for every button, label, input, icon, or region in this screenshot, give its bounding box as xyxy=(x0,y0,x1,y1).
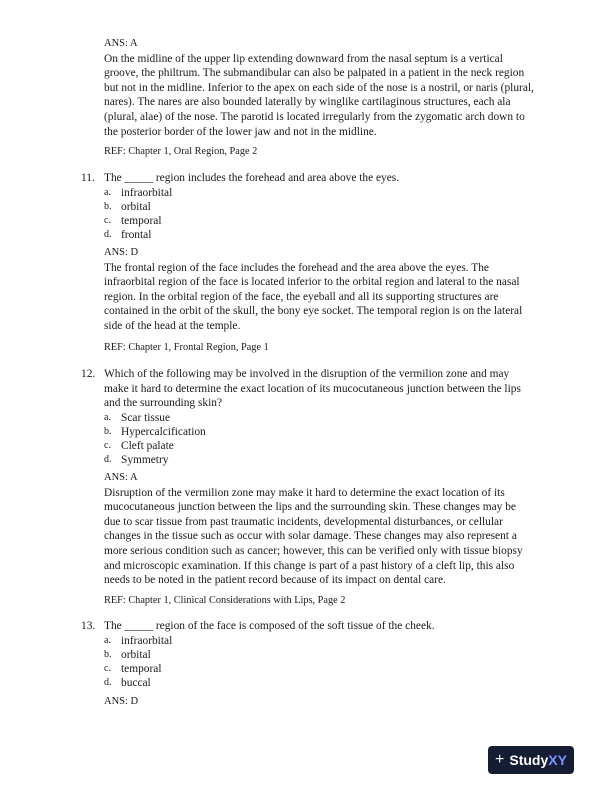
option-letter: b. xyxy=(104,648,112,660)
option-letter: c. xyxy=(104,214,111,226)
q11-expl-line: side of the head at the temple. xyxy=(104,319,241,332)
q10-expl-line: the posterior border of the lower jaw and not in the midline. xyxy=(104,125,377,138)
option-a xyxy=(104,186,551,200)
option-text: frontal xyxy=(121,229,152,242)
studyxy-badge[interactable] xyxy=(488,746,574,774)
question-text: The _____ region includes the forehead and area above the eyes. xyxy=(104,172,400,184)
option-c xyxy=(104,439,551,453)
q12-expl-line: Disruption of the vermilion zone may make it hard to determine the exact location of its xyxy=(104,486,505,499)
q12-expl-line: changes in the tissue such as occur with solar damage. These changes may also represent a xyxy=(104,530,517,543)
question-12 xyxy=(81,367,551,468)
brand-main: Study xyxy=(509,751,549,768)
question-text: Which of the following may be involved in the disruption of the vermilion zone and may xyxy=(104,368,510,380)
q11-expl-line: contained in the orbit of the skull, the bony eye socket. The temporal region is on the lateral xyxy=(104,305,523,318)
question-number: 11. xyxy=(81,172,95,184)
option-text: infraorbital xyxy=(121,634,173,647)
option-b xyxy=(104,200,551,214)
option-text: Scar tissue xyxy=(121,411,171,424)
option-text: temporal xyxy=(121,662,162,675)
option-d xyxy=(104,676,551,690)
option-text: Symmetry xyxy=(121,454,169,467)
option-c xyxy=(104,662,551,676)
options-list xyxy=(104,186,551,243)
q11-ref: REF: Chapter 1, Frontal Region, Page 1 xyxy=(104,342,269,353)
q11-ans: ANS: D xyxy=(104,247,139,258)
q13-ans: ANS: D xyxy=(104,696,139,707)
q12-ref: REF: Chapter 1, Clinical Considerations with Lips, Page 2 xyxy=(104,595,346,606)
option-b xyxy=(104,648,551,662)
question-text: make it hard to determine the exact location of its mucocutaneous junction between the lips xyxy=(104,382,521,395)
option-letter: b. xyxy=(104,200,112,212)
question-13 xyxy=(81,619,551,690)
question-text: The _____ region of the face is composed of the soft tissue of the cheek. xyxy=(104,620,435,632)
option-letter: a. xyxy=(104,634,111,646)
options-list xyxy=(104,634,551,691)
question-number: 12. xyxy=(81,368,96,380)
q12-expl-line: due to scar tissue from past traumatic incidents, developmental disturbances, or cellular xyxy=(104,515,503,528)
option-b xyxy=(104,425,551,439)
q10-ans: ANS: A xyxy=(104,38,138,49)
q12-answer-block xyxy=(104,471,544,588)
plus-icon: + xyxy=(495,750,505,768)
option-d xyxy=(104,228,551,242)
option-letter: d. xyxy=(104,677,112,689)
option-text: Cleft palate xyxy=(121,440,174,453)
option-letter: b. xyxy=(104,425,112,437)
option-letter: d. xyxy=(104,229,112,241)
q10-expl-line: groove, the philtrum. The submandibular can also be palpated in a patient in the neck region xyxy=(104,67,525,80)
option-text: infraorbital xyxy=(121,186,173,199)
option-text: temporal xyxy=(121,214,162,227)
q12-expl-line: and microscopic examination. If this change is part of a past history of a cleft lip, this also xyxy=(104,559,515,572)
q10-expl-line: nares). The nares are also bounded laterally by winglike cartilaginous structures, each ala xyxy=(104,96,511,109)
q10-ref: REF: Chapter 1, Oral Region, Page 2 xyxy=(104,146,258,157)
q12-expl-line: mucocutaneous junction between the lips and the surrounding skin. These changes may be xyxy=(104,501,516,514)
option-letter: d. xyxy=(104,454,112,466)
option-c xyxy=(104,214,551,228)
options-list xyxy=(104,411,551,468)
option-text: buccal xyxy=(121,677,151,690)
brand-accent: XY xyxy=(548,751,567,768)
question-number: 13. xyxy=(81,620,96,632)
question-11 xyxy=(81,171,551,242)
q12-ans: ANS: A xyxy=(104,472,138,483)
q11-expl-line: region. In the orbital region of the face, the eyeball and all its supporting structures are xyxy=(104,290,499,303)
q10-expl-line: but not in the midline. Inferior to the apex on each side of the nose is a nostril, or naris (plural, xyxy=(104,81,534,94)
q11-expl-line: The frontal region of the face includes the forehead and the area above the eyes. The xyxy=(104,261,489,274)
option-text: Hypercalcification xyxy=(121,425,206,438)
option-letter: a. xyxy=(104,186,111,198)
q10-expl-line: (plural, alae) of the nose. The parotid is located irregularly from the zygomatic arch down to xyxy=(104,110,525,123)
option-a xyxy=(104,411,551,425)
q10-answer-block xyxy=(104,37,544,139)
option-letter: c. xyxy=(104,662,111,674)
question-text: and the surrounding skin? xyxy=(104,397,222,410)
option-letter: c. xyxy=(104,440,111,452)
q12-expl-line: needs to be noted in the patient record because of its impact on dental care. xyxy=(104,574,446,587)
option-text: orbital xyxy=(121,648,151,661)
q11-answer-block xyxy=(104,246,544,334)
q10-expl-line: On the midline of the upper lip extending downward from the nasal septum is a vertical xyxy=(104,52,503,65)
option-a xyxy=(104,634,551,648)
q11-expl-line: infraorbital region of the face is located inferior to the orbital region and lateral to the nasal xyxy=(104,276,520,289)
option-text: orbital xyxy=(121,200,151,213)
option-letter: a. xyxy=(104,411,111,423)
option-d xyxy=(104,453,551,467)
q12-expl-line: more serious condition such as cancer; however, this can be verified only with tissue biopsy xyxy=(104,544,523,557)
q13-answer-block xyxy=(104,695,544,710)
